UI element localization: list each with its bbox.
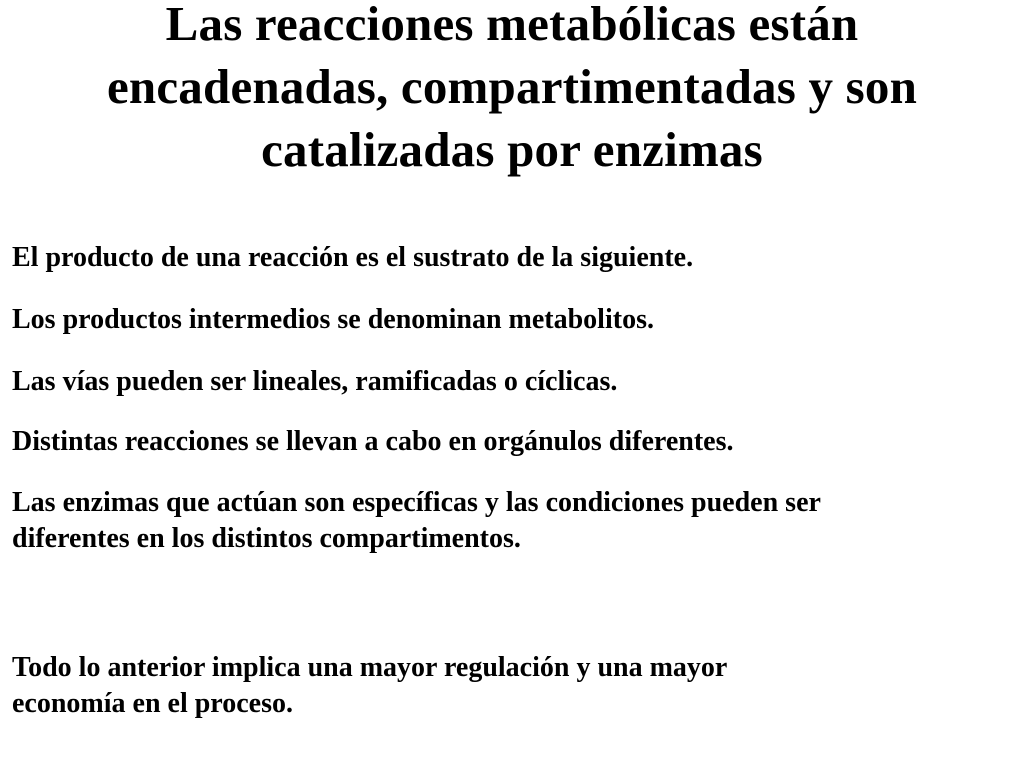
title-line: Las reacciones metabólicas están (165, 0, 859, 51)
paragraph-pathways (12, 364, 1012, 400)
slide-title (0, 0, 1024, 181)
paragraph-line: Todo lo anterior implica una mayor regulación y una mayor (12, 652, 728, 683)
paragraph-organelles (12, 424, 1012, 460)
paragraph-line: economía en el proceso. (12, 688, 293, 719)
paragraph-line: Las enzimas que actúan son específicas y las condiciones pueden ser (12, 487, 821, 518)
paragraph-line: Los productos intermedios se denominan metabolitos. (12, 304, 654, 335)
paragraph-line: El producto de una reacción es el sustrato de la siguiente. (12, 242, 694, 273)
title-line: catalizadas por enzimas (261, 122, 763, 177)
paragraph-conclusion (12, 650, 1012, 722)
title-line: encadenadas, compartimentadas y son (106, 59, 918, 114)
paragraph-product-substrate (12, 240, 1012, 276)
paragraph-line: Las vías pueden ser lineales, ramificadas o cíclicas. (12, 366, 618, 397)
paragraph-line: Distintas reacciones se llevan a cabo en orgánulos diferentes. (12, 426, 734, 457)
paragraph-metabolites (12, 302, 1012, 338)
paragraph-enzymes (12, 485, 1012, 557)
paragraph-line: diferentes en los distintos compartimentos. (12, 523, 521, 554)
